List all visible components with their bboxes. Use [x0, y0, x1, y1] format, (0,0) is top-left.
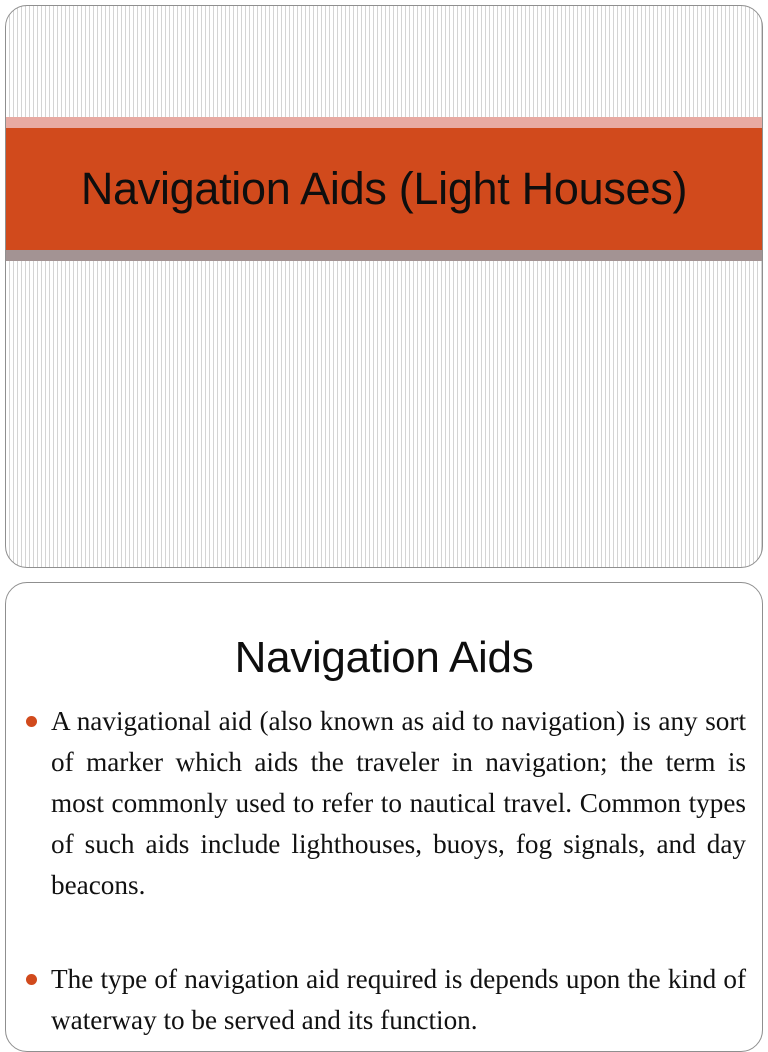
title-band — [6, 128, 762, 250]
bullet-list — [6, 701, 762, 1052]
bullet-text: The type of navigation aid required is depends upon the kind of waterway to be served and its function. — [51, 964, 746, 1035]
title-slide — [5, 5, 763, 568]
bullet-item — [6, 959, 762, 1041]
title-band-bottom-stripe — [6, 250, 762, 261]
content-heading: Navigation Aids — [234, 633, 534, 682]
bullet-dot-icon — [26, 716, 37, 727]
bullet-item — [6, 701, 762, 906]
bullet-dot-icon — [26, 974, 37, 985]
slide-title: Navigation Aids (Light Houses) — [80, 163, 688, 214]
content-slide — [5, 582, 763, 1052]
title-band-top-stripe — [6, 117, 762, 128]
bullet-text: A navigational aid (also known as aid to navigation) is any sort of marker which aids the traveler in navigation; the term is most commonly used to refer to nautical travel. Common types of such aids include lighthouses, buoys, fog signals, and day beacons. — [51, 706, 746, 900]
